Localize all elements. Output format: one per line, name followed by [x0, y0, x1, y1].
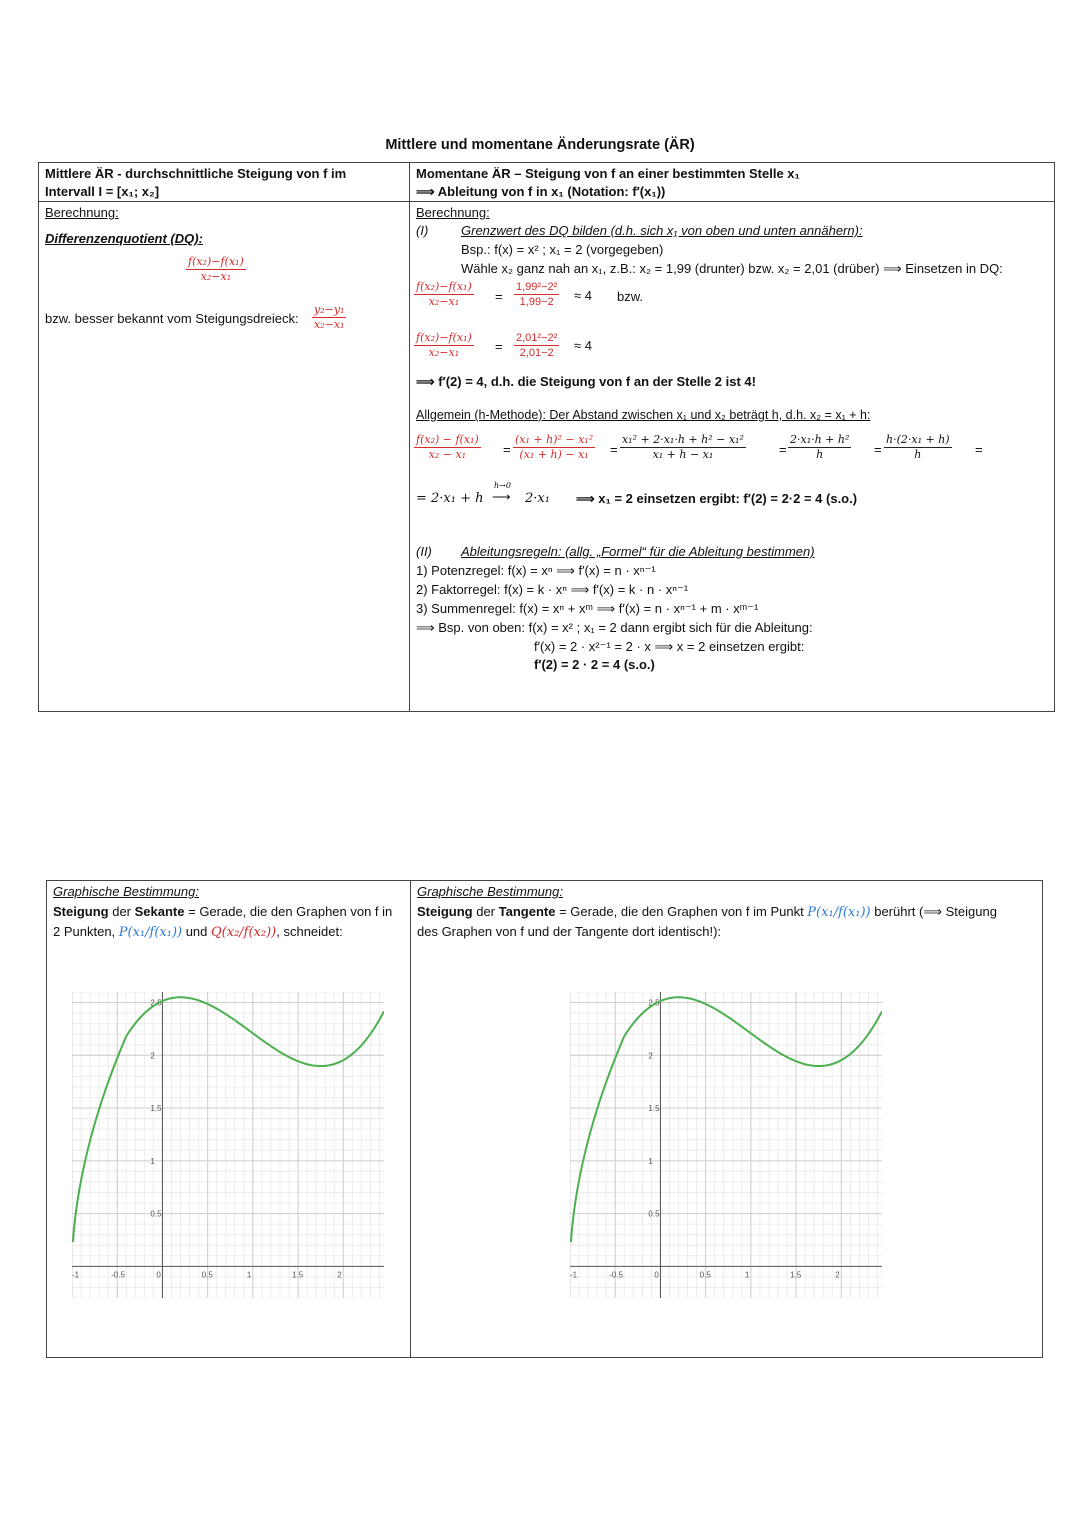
result-line: ⟹ f′(2) = 4, d.h. die Steigung von f an der Stelle 2 ist 4! — [416, 374, 756, 389]
dq-fraction-1 — [414, 280, 474, 309]
berechnung-left: Berechnung: — [45, 205, 119, 220]
h-arrow: ⟶ — [492, 489, 511, 504]
und-text: und — [182, 924, 212, 939]
sekante-line-1 — [53, 904, 392, 919]
point-p-left: P(x₁/f(x₁)) — [118, 925, 183, 940]
tangente-line1-end: berührt (⟹ Steigung — [870, 904, 997, 919]
dq1-equals: = — [495, 289, 503, 304]
h-frac5-num: h·(2·x₁ + h) — [886, 433, 950, 446]
rule-2: 2) Faktorregel: f(x) = k · xⁿ ⟹ f′(x) = k · n · xⁿ⁻¹ — [416, 582, 689, 597]
sekante-line2-end: , schneidet: — [276, 924, 343, 939]
roman-one: (I) — [416, 223, 429, 238]
graph-right — [570, 992, 882, 1298]
tangente-bold: Tangente — [498, 904, 556, 919]
roman-two: (II) — [416, 544, 432, 559]
bsp2-line-3: f′(2) = 2 · 2 = 4 (s.o.) — [534, 657, 655, 672]
momentane-ar-heading-1: Momentane ÄR – Steigung von f an einer bestimmten Stelle x₁ — [416, 166, 800, 181]
x-tick-label-right: 0 — [654, 1270, 659, 1280]
y-tick-label-left: 1 — [150, 1156, 155, 1166]
bsp2-line-1: ⟹ Bsp. von oben: f(x) = x² ; x₁ = 2 dann ergibt sich für die Ableitung: — [416, 620, 813, 635]
h-method-line: Allgemein (h-Methode): Der Abstand zwischen x₁ und x₂ beträgt h, d.h. x₂ = x₁ + h: — [416, 408, 871, 422]
momentane-ar-heading-2: ⟹ Ableitung von f in x₁ (Notation: f′(x₁)) — [416, 184, 666, 199]
bsp2-line-2: f′(x) = 2 · x²⁻¹ = 2 · x ⟹ x = 2 einsetzen ergibt: — [534, 639, 805, 654]
sekante-line-2 — [53, 924, 343, 940]
tangente-line-1 — [417, 904, 997, 920]
h-frac3-num: x₁² + 2·x₁·h + h² − x₁² — [622, 433, 744, 446]
h-result: 2·x₁ — [525, 491, 550, 506]
value2-numerator: 2,01²−2² — [516, 332, 558, 344]
h-eq-2: = — [610, 442, 618, 457]
value1-denominator: 1,99−2 — [519, 296, 554, 308]
x-tick-label-left: 0.5 — [201, 1270, 213, 1280]
y-tick-label-right: 1.5 — [648, 1104, 660, 1114]
approx-1: ≈ 4 — [574, 288, 592, 303]
h-fraction-5 — [884, 433, 952, 462]
dq-fraction — [186, 255, 246, 284]
dreieck-numerator: y₂−y₁ — [314, 303, 345, 316]
h-frac4-num: 2·x₁·h + h² — [790, 433, 850, 446]
value-fraction-1 — [514, 280, 559, 309]
dq1-denominator: x₂−x₁ — [428, 295, 460, 308]
x-tick-label-right: 1.5 — [790, 1270, 802, 1280]
h-frac2-den: (x₁ + h) − x₁ — [519, 448, 589, 461]
h-limit-line: = 2·x₁ + h — [416, 491, 484, 506]
x-tick-label-left: 0 — [156, 1270, 161, 1280]
graph-left — [72, 992, 384, 1298]
y-tick-label-left: 2.5 — [150, 998, 162, 1008]
sekante-bold: Sekante — [134, 904, 185, 919]
h-fraction-2 — [513, 433, 595, 462]
graphische-heading-left: Graphische Bestimmung: — [53, 884, 199, 899]
x-tick-label-right: -0.5 — [609, 1270, 624, 1280]
x-tick-label-left: 1 — [246, 1270, 252, 1280]
y-tick-label-left: 1.5 — [150, 1104, 162, 1114]
bsp-line: Bsp.: f(x) = x² ; x₁ = 2 (vorgegeben) — [461, 242, 664, 257]
h-fraction-1 — [414, 433, 481, 462]
point-p-right: P(x₁/f(x₁)) — [807, 905, 871, 920]
y-tick-label-left: 0.5 — [150, 1209, 162, 1219]
dq2-denominator: x₂−x₁ — [428, 346, 460, 359]
sekante-line2-start: 2 Punkten, — [53, 924, 119, 939]
value-fraction-2 — [514, 331, 559, 360]
top-table-divider — [409, 162, 410, 712]
h-eq-4: = — [874, 442, 882, 457]
h-frac1-num: f(x₂) − f(x₁) — [416, 433, 479, 446]
dq2-equals: = — [495, 339, 503, 354]
x-tick-label-left: 1.5 — [292, 1270, 304, 1280]
h-fraction-3 — [620, 433, 746, 462]
x-tick-label-right: 1 — [744, 1270, 750, 1280]
h-eq-3: = — [779, 442, 787, 457]
x-tick-label-left: -0.5 — [111, 1270, 126, 1280]
steigung-bold-left: Steigung — [53, 904, 109, 919]
h-eq-5: = — [975, 442, 983, 457]
y-tick-label-right: 2.5 — [648, 998, 660, 1008]
y-tick-label-right: 1 — [648, 1156, 653, 1166]
dq2-numerator: f(x₂)−f(x₁) — [416, 331, 472, 344]
y-tick-label-right: 0.5 — [648, 1209, 660, 1219]
dq-denominator: x₂−x₁ — [200, 270, 232, 283]
value2-denominator: 2,01−2 — [519, 347, 554, 359]
sekante-line1-end: = Gerade, die den Graphen von f in — [184, 904, 393, 919]
h-arrow-label: h→0 — [494, 481, 511, 490]
x-tick-label-right: 0.5 — [699, 1270, 711, 1280]
dq-label: Differenzenquotient (DQ): — [45, 231, 203, 246]
approx-2: ≈ 4 — [574, 338, 592, 353]
bzw-text: bzw. — [617, 289, 644, 304]
dq1-numerator: f(x₂)−f(x₁) — [416, 280, 472, 293]
x-tick-label-right: 2 — [835, 1270, 840, 1280]
dreieck-text: bzw. besser bekannt vom Steigungsdreieck: — [45, 311, 299, 326]
berechnung-right: Berechnung: — [416, 205, 490, 220]
der-text-left: der — [108, 904, 135, 919]
tangente-line-2: des Graphen von f und der Tangente dort identisch!): — [417, 924, 722, 939]
waehle-line: Wähle x₂ ganz nah an x₁, z.B.: x₂ = 1,99 (drunter) bzw. x₂ = 2,01 (drüber) ⟹ Einsetzen in DQ: — [461, 261, 1003, 276]
h-frac1-den: x₂ − x₁ — [428, 448, 467, 461]
mittlere-ar-heading-2: Intervall I = [x₁; x₂] — [45, 184, 160, 199]
x-tick-label-left: 2 — [337, 1270, 342, 1280]
h-conclusion: ⟹ x₁ = 2 einsetzen ergibt: f′(2) = 2·2 = 4 (s.o.) — [576, 491, 858, 506]
graphische-heading-right: Graphische Bestimmung: — [417, 884, 563, 899]
tangente-line1-mid: = Gerade, die den Graphen von f im Punkt — [555, 904, 808, 919]
x-tick-label-left: -1 — [72, 1270, 80, 1280]
h-fraction-4 — [788, 433, 851, 462]
bottom-table-divider — [410, 880, 411, 1358]
page-title: Mittlere und momentane Änderungsrate (ÄR) — [385, 137, 695, 153]
top-table-header-line — [38, 201, 1055, 202]
dq-fraction-2 — [414, 331, 474, 360]
point-q: Q(x₂/f(x₂)) — [211, 925, 277, 940]
rule-3: 3) Summenregel: f(x) = xⁿ + xᵐ ⟹ f′(x) = n · xⁿ⁻¹ + m · xᵐ⁻¹ — [416, 601, 759, 616]
h-eq-1: = — [503, 442, 511, 457]
h-frac3-den: x₁ + h − x₁ — [652, 448, 714, 461]
value1-numerator: 1,99²−2² — [516, 281, 558, 293]
y-tick-label-right: 2 — [648, 1051, 653, 1061]
x-tick-label-right: -1 — [570, 1270, 578, 1280]
grenzwert-line: Grenzwert des DQ bilden (d.h. sich x₁ von oben und unten annähern): — [461, 223, 863, 238]
h-frac5-den: h — [914, 448, 922, 461]
h-frac4-den: h — [816, 448, 824, 461]
steigung-bold-right: Steigung — [417, 904, 473, 919]
rule-1: 1) Potenzregel: f(x) = xⁿ ⟹ f′(x) = n · xⁿ⁻¹ — [416, 563, 656, 578]
regeln-title: Ableitungsregeln: (allg. „Formel“ für die Ableitung bestimmen) — [461, 544, 815, 559]
der-text-right: der — [472, 904, 499, 919]
dreieck-fraction — [312, 303, 346, 332]
mittlere-ar-heading-1: Mittlere ÄR - durchschnittliche Steigung von f im — [45, 166, 347, 181]
y-tick-label-left: 2 — [150, 1051, 155, 1061]
h-frac2-num: (x₁ + h)² − x₁² — [515, 433, 594, 446]
dreieck-denominator: x₂−x₁ — [314, 318, 345, 331]
dq-numerator: f(x₂)−f(x₁) — [188, 255, 244, 268]
